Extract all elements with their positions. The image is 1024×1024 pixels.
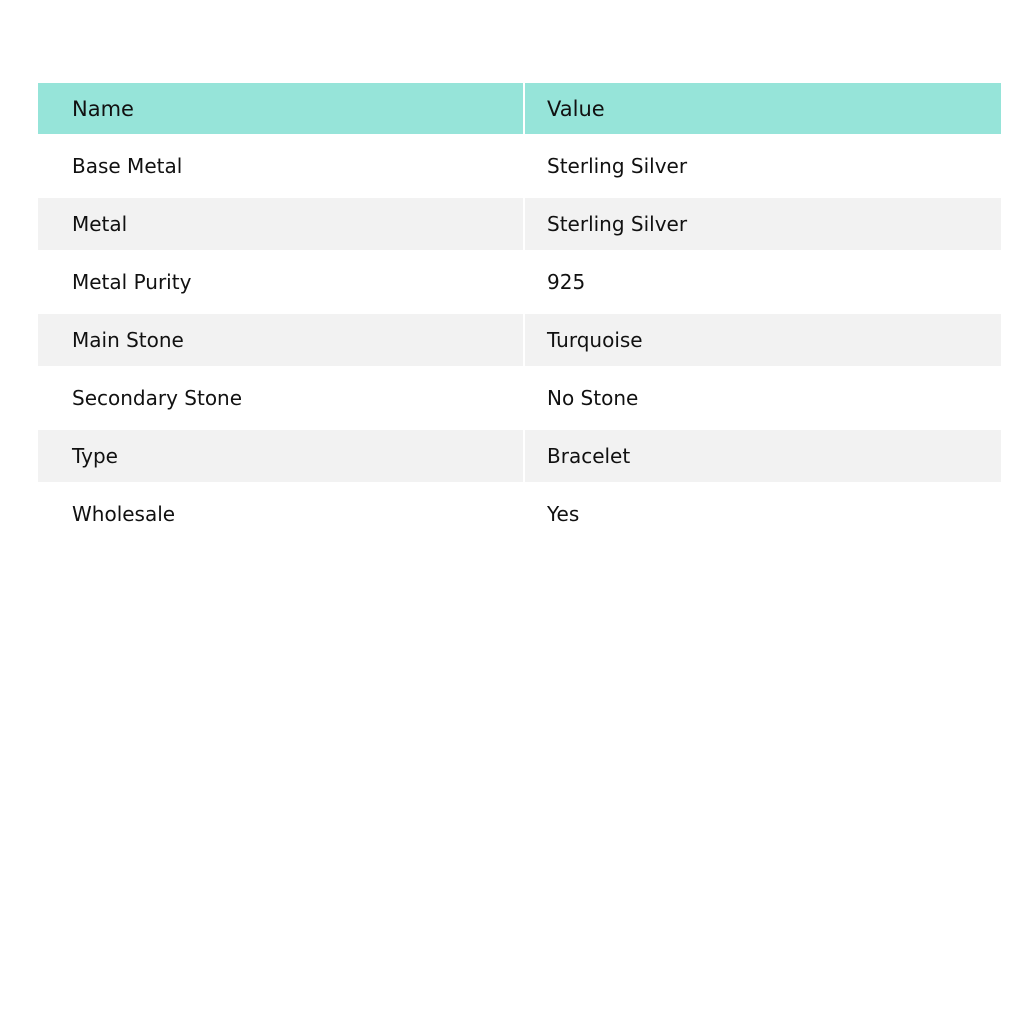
row-name-cell: Metal: [38, 198, 524, 250]
table-header: [38, 83, 1001, 134]
row-name-cell: Metal Purity: [38, 250, 524, 314]
row-value-cell: 925: [524, 250, 1001, 314]
table-row: [38, 366, 1001, 430]
row-name-cell: Secondary Stone: [38, 366, 524, 430]
table-row: [38, 314, 1001, 366]
row-value-cell: Turquoise: [524, 314, 1001, 366]
row-value-cell: Bracelet: [524, 430, 1001, 482]
table-row: [38, 134, 1001, 198]
name-column-header: Name: [38, 83, 524, 134]
specifications-table: [38, 83, 1001, 546]
row-value-cell: Sterling Silver: [524, 198, 1001, 250]
row-value-cell: No Stone: [524, 366, 1001, 430]
row-value-cell: Sterling Silver: [524, 134, 1001, 198]
value-column-header: Value: [524, 83, 1001, 134]
row-name-cell: Main Stone: [38, 314, 524, 366]
table-row: [38, 430, 1001, 482]
row-name-cell: Base Metal: [38, 134, 524, 198]
row-name-cell: Type: [38, 430, 524, 482]
row-value-cell: Yes: [524, 482, 1001, 546]
table-body: [38, 134, 1001, 546]
table-row: [38, 198, 1001, 250]
row-name-cell: Wholesale: [38, 482, 524, 546]
table-row: [38, 482, 1001, 546]
table-row: [38, 250, 1001, 314]
header-row: [38, 83, 1001, 134]
